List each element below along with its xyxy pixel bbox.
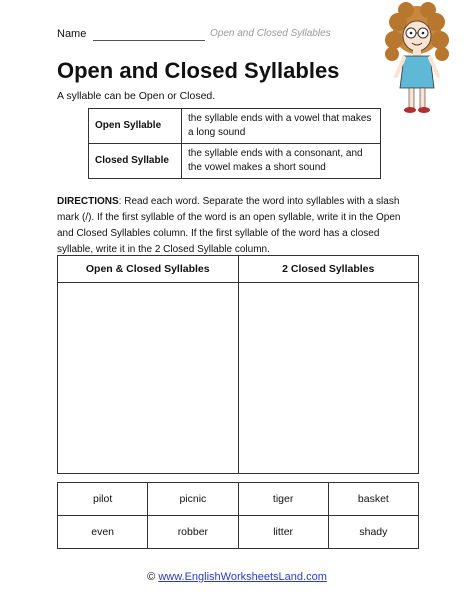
word-cell: shady [328,516,418,549]
column-header-two-closed: 2 Closed Syllables [238,256,419,283]
directions [57,194,402,258]
word-cell: even [58,516,148,549]
header-title: Open and Closed Syllables [210,28,331,39]
definition-term: Closed Syllable [89,144,182,179]
footer [0,571,474,583]
intro-text: A syllable can be Open or Closed. [57,90,216,102]
page-title: Open and Closed Syllables [57,58,340,83]
word-row [58,516,419,549]
definition-term: Open Syllable [89,109,182,144]
sort-table [57,255,419,474]
name-field[interactable] [93,40,205,41]
girl-illustration [376,2,458,118]
directions-text: : Read each word. Separate the word into syllables with a slash mark (/). If the first syllable of the word is an open syllable, write it in the Open and Closed Syllables column. If the first syllable of the word has a closed syllable, write it in the 2 Closed Syllable column. [57,196,401,255]
word-cell: pilot [58,483,148,516]
definition-description: the syllable ends with a consonant, and the vowel makes a short sound [182,144,381,179]
word-cell: tiger [238,483,328,516]
column-header-open-closed: Open & Closed Syllables [58,256,239,283]
word-cell: litter [238,516,328,549]
word-row [58,483,419,516]
definition-row [89,109,381,144]
copyright-symbol: © [147,571,156,583]
directions-label: DIRECTIONS [57,196,119,207]
answer-cell-two-closed[interactable] [238,283,419,474]
definition-row [89,144,381,179]
word-cell: picnic [148,483,238,516]
website-link[interactable]: www.EnglishWorksheetsLand.com [158,571,327,583]
name-label: Name [57,28,87,40]
definition-description: the syllable ends with a vowel that makes a long sound [182,109,381,144]
word-cell: basket [328,483,418,516]
answer-cell-open-closed[interactable] [58,283,239,474]
word-cell: robber [148,516,238,549]
word-bank [57,482,419,549]
definitions-table [88,108,381,179]
